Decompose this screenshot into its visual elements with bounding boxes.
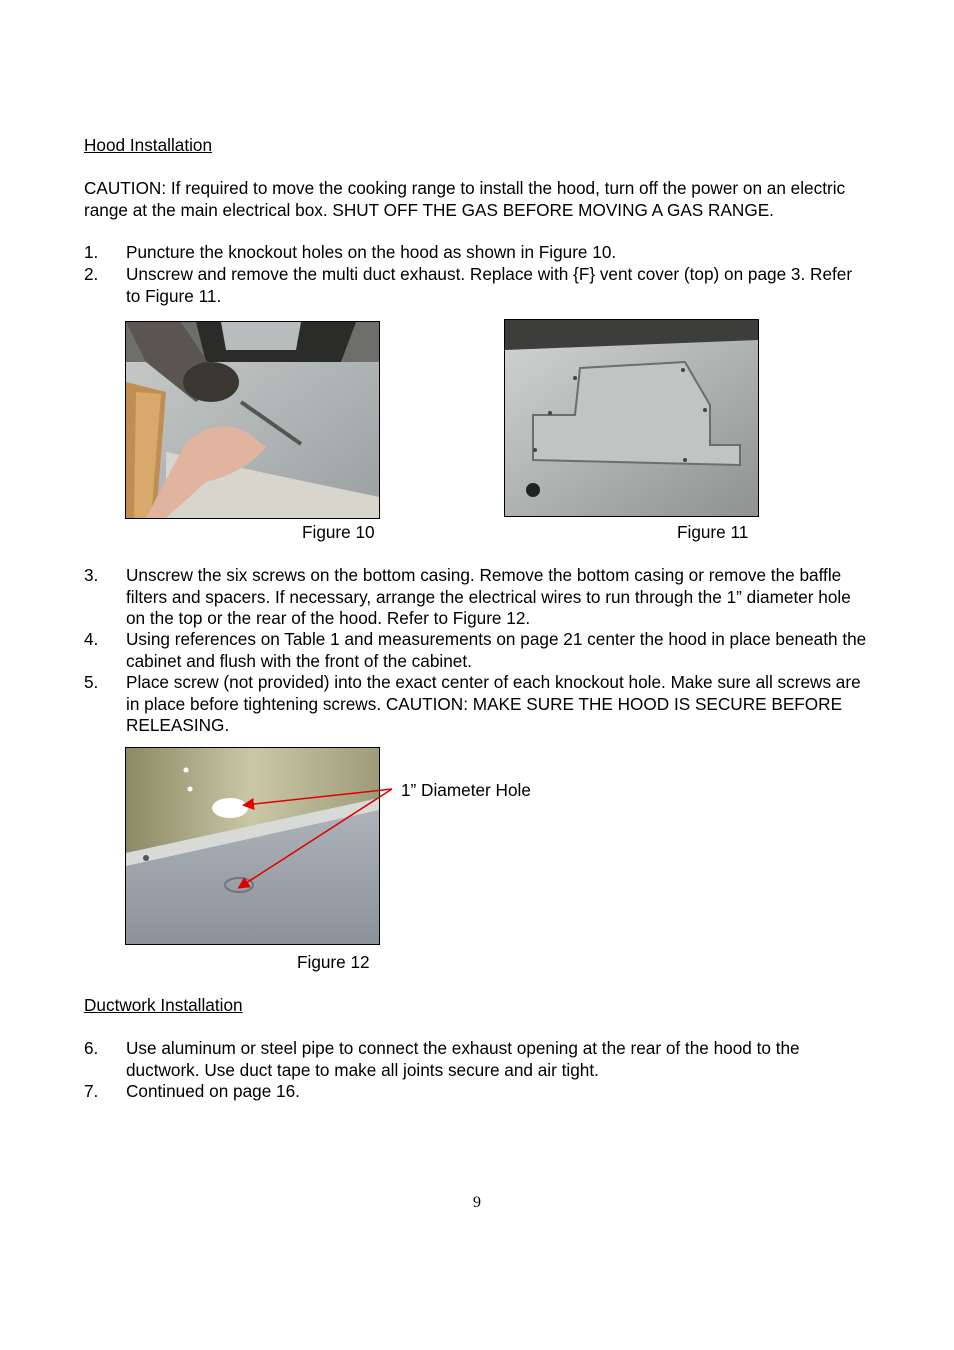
figure-10-caption: Figure 10 xyxy=(302,522,375,542)
step-text: Using references on Table 1 and measurements on page 21 center the hood in place beneath the cabinet and flush with the front of the cabinet. xyxy=(126,629,867,671)
section-heading-hood-installation: Hood Installation xyxy=(84,135,213,155)
step-text: Place screw (not provided) into the exact center of each knockout hole. Make sure all screws are in place before tightening screws. CAUTION: MAKE SURE THE HOOD IS SECURE BEFORE RELEASING. xyxy=(126,672,861,735)
step-number: 1. xyxy=(84,242,99,262)
page-number: 9 xyxy=(473,1194,481,1211)
step-text: Unscrew and remove the multi duct exhaust. Replace with {F} vent cover (top) on page 3. Refer to Figure 11. xyxy=(126,264,853,306)
figure-10-photo xyxy=(125,321,380,519)
step-text: Puncture the knockout holes on the hood as shown in Figure 10. xyxy=(126,242,617,262)
step-text: Unscrew the six screws on the bottom casing. Remove the bottom casing or remove the baffle filters and spacers. If necessary, arrange the electrical wires to run through the 1” diameter hole on the top or the rear of the hood. Refer to Figure 12. xyxy=(126,565,851,628)
step-number: 3. xyxy=(84,565,99,585)
step-number: 5. xyxy=(84,672,99,692)
section-heading-ductwork-installation: Ductwork Installation xyxy=(84,995,243,1015)
figure-11-caption: Figure 11 xyxy=(677,522,749,542)
caution-paragraph: CAUTION: If required to move the cooking range to install the hood, turn off the power on an electric range at the main electrical box. SHUT OFF THE GAS BEFORE MOVING A GAS RANGE. xyxy=(84,178,846,220)
figure-12-callout-label: 1” Diameter Hole xyxy=(401,780,531,800)
step-text: Use aluminum or steel pipe to connect the exhaust opening at the rear of the hood to the ductwork. Use duct tape to make all joints secure and air tight. xyxy=(126,1038,800,1080)
step-number: 2. xyxy=(84,264,99,284)
step-number: 4. xyxy=(84,629,99,649)
callout-arrows xyxy=(125,747,405,947)
step-number: 7. xyxy=(84,1081,99,1101)
step-text: Continued on page 16. xyxy=(126,1081,300,1101)
figure-11-photo xyxy=(504,319,759,517)
figure-12-caption: Figure 12 xyxy=(297,952,370,972)
step-number: 6. xyxy=(84,1038,99,1058)
